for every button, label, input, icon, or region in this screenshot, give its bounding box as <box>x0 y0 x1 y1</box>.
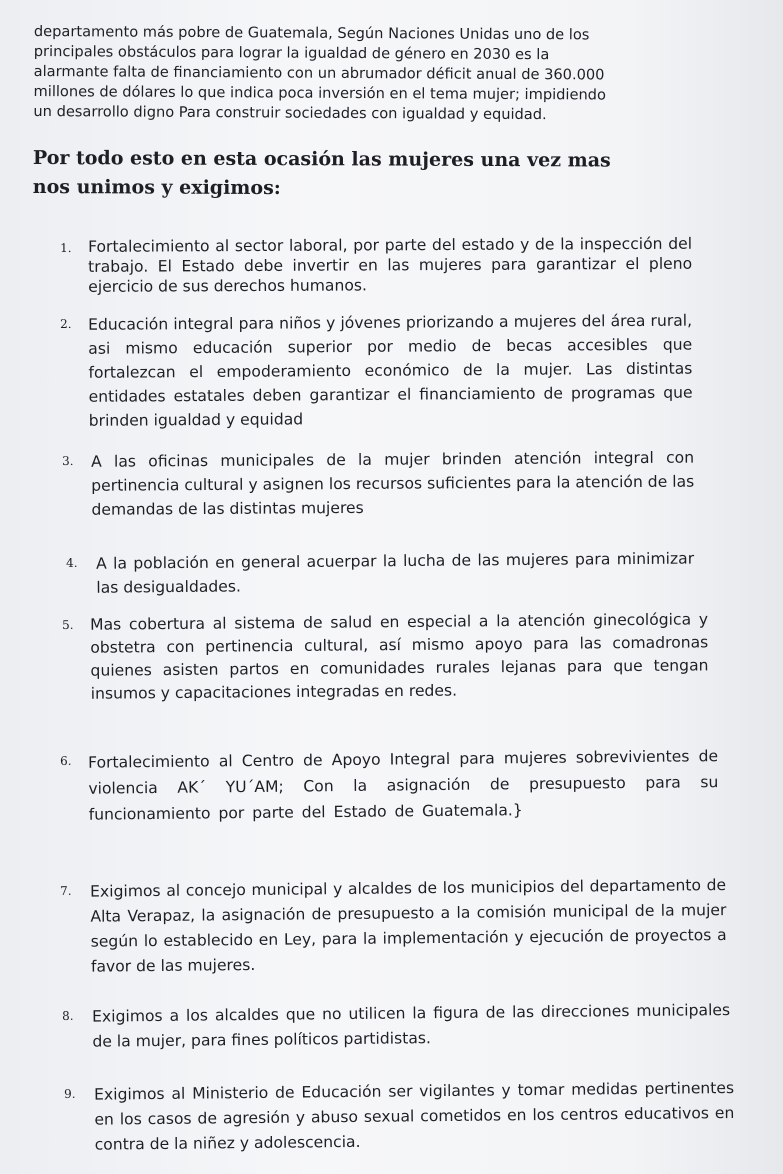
demand-text: Fortalecimiento al sector laboral, por parte del estado y de la inspección del trabajo. El Estado debe invertir en las mujeres para garantizar el pleno ejercicio de sus derechos humanos. <box>88 234 693 296</box>
demand-item <box>64 1076 735 1154</box>
intro-line: un desarrollo digno Para construir sociedades con igualdad y equidad. <box>33 102 547 124</box>
demand-text: Exigimos al concejo municipal y alcaldes de los municipios del departamento de Alta Verapaz, la asignación de presupuesto a la comisión municipal de la mujer según lo establecido en Ley, para la implementación y ejecución de proyectos a favor de las mujeres. <box>90 876 727 976</box>
demand-item <box>62 998 731 1051</box>
intro-paragraph <box>33 22 664 126</box>
demand-item <box>60 309 693 430</box>
demand-number: 1. <box>60 240 72 255</box>
demand-text: Exigimos a los alcaldes que no utilicen la figura de las direcciones municipales de la mujer, para fines políticos partidistas. <box>92 1001 731 1051</box>
demand-text: Mas cobertura al sistema de salud en especial a la atención ginecológica y obstetra con pertinencia cultural, así mismo apoyo para las comadronas quienes asisten partos en comunidades rurales lejanas para que tengan insumos y capacitaciones integradas en redes. <box>90 610 709 703</box>
demand-text: Exigimos al Ministerio de Educación ser vigilantes y tomar medidas pertinentes en los casos de agresión y abuso sexual cometidos en los centros educativos en contra de la niñez y adolescencia. <box>94 1078 735 1154</box>
demand-item <box>60 743 719 824</box>
demand-number: 6. <box>60 753 72 768</box>
demand-number: 3. <box>62 453 74 468</box>
demands-heading <box>33 144 693 205</box>
demand-number: 2. <box>60 316 72 331</box>
demand-number: 7. <box>60 883 72 898</box>
demand-text: Fortalecimiento al Centro de Apoyo Integral para mujeres sobrevivientes de violencia AK´ YU´AM; Con la asignación de presupuesto para su funcionamiento por parte del Estado de Guatemala.} <box>88 747 719 824</box>
demand-text: Educación integral para niños y jóvenes priorizando a mujeres del área rural, asi mismo educación superior por medio de becas accesibles que fortalezcan el empoderamiento económico de la mujer. Las distintas entidades estatales deben garantizar el financiamiento de programas que brinden igualdad y equidad <box>88 311 693 430</box>
demand-number: 4. <box>66 555 78 570</box>
demand-number: 5. <box>62 617 74 632</box>
heading-line: Por todo esto en esta ocasión las mujeres una vez mas <box>32 146 611 172</box>
heading-line: nos unimos y exigimos: <box>32 175 281 200</box>
demand-text: A la población en general acuerpar la lucha de las mujeres para minimizar las desigualdades. <box>96 549 695 597</box>
intro-line: millones de dólares lo que indica poca inversión en el tema mujer; impidiendo <box>33 82 606 104</box>
demand-text: A las oficinas municipales de la mujer brinden atención integral con pertinencia cultural y asignen los recursos suficientes para la atención de las demandas de las distintas mujeres <box>91 448 695 519</box>
demand-item <box>62 446 695 519</box>
demand-item <box>60 873 727 976</box>
intro-line: alarmante falta de financiamiento con un abrumador déficit anual de 360.000 <box>33 62 605 84</box>
intro-line: departamento más pobre de Guatemala, Según Naciones Unidas uno de los <box>33 22 590 44</box>
demand-item <box>60 234 693 296</box>
demand-number: 8. <box>62 1008 74 1023</box>
demand-number: 9. <box>64 1086 76 1101</box>
demand-item <box>62 608 709 703</box>
intro-line: principales obstáculos para lograr la igualdad de género en 2030 es la <box>33 42 550 64</box>
demand-item <box>66 547 695 597</box>
